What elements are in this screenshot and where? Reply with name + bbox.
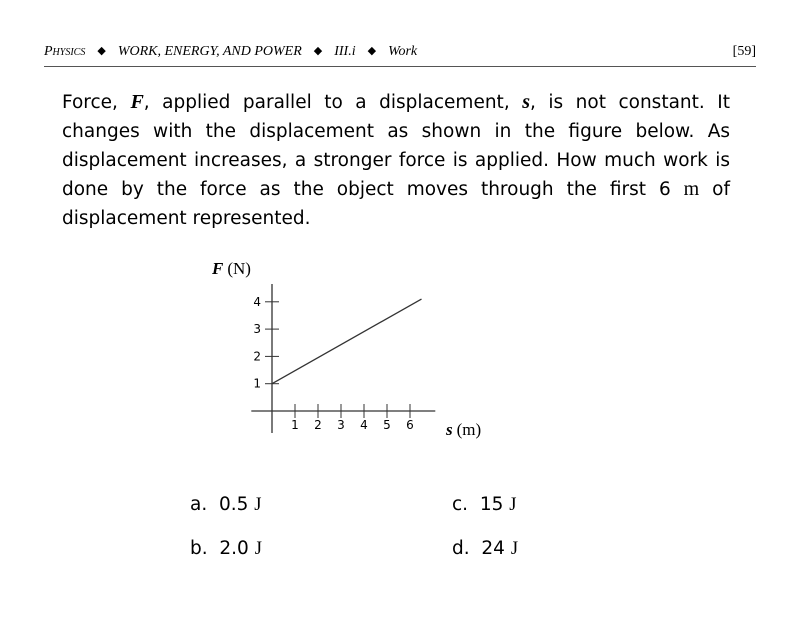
question-part-3: , is not constant. It changes with the displacement as shown in the figure below. As displacement increases, a stronger force is applied. How much work is done by the force as the object moves through the first 6	[62, 92, 730, 200]
bullet-icon: ◆	[97, 45, 106, 57]
answer-letter: b.	[190, 538, 208, 559]
chapter-label: WORK, ENERGY, AND POWER	[117, 44, 302, 59]
displacement-symbol: s	[522, 91, 530, 113]
x-tick-label: 2	[314, 418, 322, 432]
answer-value: 15	[479, 494, 504, 515]
topic-label: Work	[388, 44, 418, 59]
x-tick-label: 1	[291, 418, 299, 432]
y-axis-symbol: F	[212, 259, 224, 278]
x-axis-unit: (m)	[456, 420, 482, 439]
answer-c[interactable]	[452, 494, 516, 516]
x-tick-label: 5	[383, 418, 391, 432]
x-tick-label: 3	[337, 418, 345, 432]
x-axis-symbol: s	[446, 420, 453, 439]
question-part-1: Force,	[62, 92, 131, 113]
question-part-4: of displacement represented.	[62, 179, 731, 229]
y-axis-unit: (N)	[227, 259, 251, 278]
answer-d[interactable]	[452, 538, 518, 560]
answer-unit: J	[509, 495, 517, 515]
answer-value: 2.0	[219, 538, 249, 559]
answer-unit: J	[254, 539, 262, 559]
y-tick-label: 4	[253, 294, 261, 309]
answer-unit: J	[254, 495, 262, 515]
bullet-icon: ◆	[367, 45, 377, 57]
subject-label: Physics	[44, 44, 86, 59]
answer-a[interactable]	[190, 494, 262, 516]
page-number: [59]	[732, 44, 756, 59]
answer-value: 24	[481, 538, 505, 559]
answer-unit: J	[510, 539, 519, 559]
answer-letter: d.	[452, 538, 470, 559]
x-tick-label: 4	[360, 418, 368, 432]
meter-unit: m	[683, 178, 700, 200]
answer-value: 0.5	[218, 494, 249, 515]
answer-letter: c.	[452, 494, 469, 515]
bullet-icon: ◆	[313, 45, 323, 57]
question-part-2: , applied parallel to a displacement,	[143, 92, 523, 113]
y-tick-label: 1	[253, 376, 261, 391]
answer-b[interactable]	[190, 538, 262, 560]
answer-letter: a.	[190, 494, 208, 515]
section-label: III.i	[334, 44, 356, 59]
x-tick-label: 6	[406, 418, 414, 432]
y-tick-label: 3	[253, 322, 261, 337]
force-symbol: F	[130, 91, 144, 113]
y-tick-label: 2	[253, 349, 261, 364]
